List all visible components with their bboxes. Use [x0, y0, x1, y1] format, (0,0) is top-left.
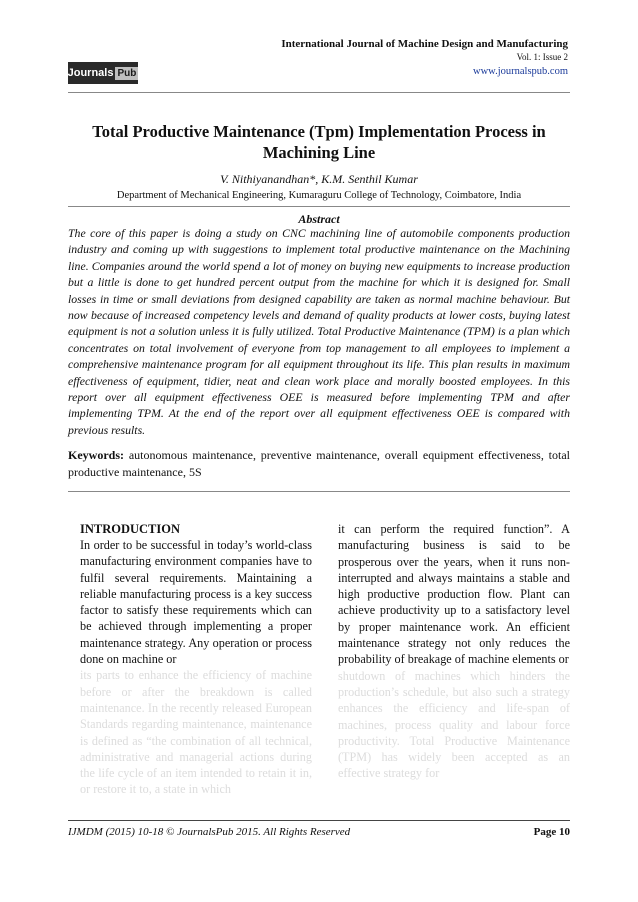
paper-affiliation: Department of Mechanical Engineering, Kumaraguru College of Technology, Coimbatore, India [116, 190, 522, 201]
body-column-left [80, 521, 312, 798]
intro-paragraph-left: In order to be successful in today’s world-class manufacturing environment companies have to fulfil several requirements. Maintaining a reliable manufacturing process is a key success factor to satisfy these requirements which can be achieved through implementing a proper maintenance strategy. Any operation or process done on machine or [80, 538, 312, 667]
intro-paragraph-right-faded: shutdown of machines which hinders the production’s schedule, but also such a strategy enhances the efficiency and life-span of machines, process quality and labour force productivity. Total Productive Maintenance (TPM) has widely been accepted as an effective strategy for [338, 668, 570, 781]
intro-paragraph-left-faded: its parts to enhance the efficiency of machine before or after the breakdown is called maintenance. In the recently released European Standards regarding maintenance, maintenance is defined as “the combination of all technical, administrative and managerial actions during the life cycle of an item intended to retain it in, or restore it to, a state in which [80, 668, 312, 797]
journal-volume: Vol. 1: Issue 2 [516, 52, 568, 62]
paper-title: Total Productive Maintenance (Tpm) Implementation Process in Machining Line [92, 122, 546, 162]
journal-name: International Journal of Machine Design and Manufacturing [281, 38, 568, 50]
abstract-text: The core of this paper is doing a study on CNC machining line of automobile components production industry and coming up with suggestions to implement total productive maintenance on the Machining line. Companies around the world spend a lot of money on buying new equipments to increase production but a little is done to get hundred percent output from the machine for which it is designed for. Small losses in time or small deviations from designed capability are taken as normal machine behaviour. But now because of increased competency levels and demand of quality products at lower costs, buying latest equipment is not a solution unless it is fully utilized. Total Productive Maintenance (TPM) is a plan which concentrates on total involvement of everyone from top management to all employees to implement a comprehensive maintenance program for all equipment throughout its life. This plan results in maximum effectiveness of equipment, tidier, neat and clean work place and morally boosted employees. In this report over all equipment effectiveness OEE is measured before implementing TPM and after implementing TPM. At the end of the report over all equipment effectiveness OEE is compared with previous results. [68, 226, 570, 437]
keywords-divider [68, 491, 570, 492]
logo-text-pub: Pub [117, 67, 137, 79]
header-divider [68, 92, 570, 93]
footer-divider [68, 820, 570, 821]
keywords-label: Keywords: [68, 448, 124, 462]
keywords-text: autonomous maintenance, preventive maintenance, overall equipment effectiveness, total productive maintenance, 5S [68, 448, 570, 479]
footer-citation: IJMDM (2015) 10-18 © JournalsPub 2015. All Rights Reserved [68, 826, 351, 838]
journal-header [281, 38, 568, 77]
paper-authors: V. Nithiyanandhan*, K.M. Senthil Kumar [220, 172, 418, 186]
body-column-right [338, 521, 570, 782]
journalspub-logo [68, 62, 138, 84]
introduction-heading: INTRODUCTION [80, 522, 181, 536]
abstract-heading: Abstract [298, 212, 340, 226]
journal-url-link[interactable]: www.journalspub.com [473, 66, 568, 77]
keywords [68, 447, 570, 480]
logo-text-journals: Journals [67, 67, 114, 79]
footer-page-number: Page 10 [533, 826, 570, 838]
abstract-divider-top [68, 206, 570, 207]
intro-paragraph-right: it can perform the required function”. A manufacturing business is said to be prosperous over the years, when it runs non-interrupted and always maintains a stable and high productive production flow. Plant can achieve productivity up to a satisfactory level by proper maintenance work. An efficient maintenance strategy not only reduces the probability of breakage of machine elements or [338, 522, 570, 667]
